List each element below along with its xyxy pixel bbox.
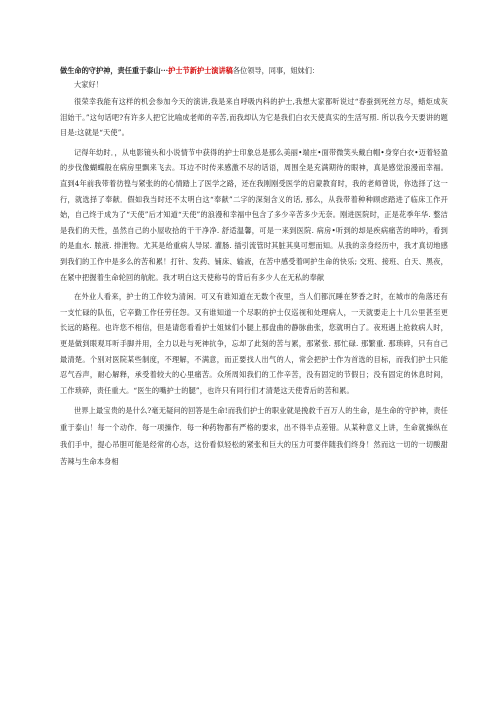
document-page bbox=[60, 66, 448, 474]
paragraph-3: 在外业人看来，护士的工作较为清闲．可又有谁知道在无数个夜里，当人们都沉睡在梦香之时，在城市的角落还有一支忙碌的队伍，它辛勤工作任劳任怨。又有谁知道一个尽职的护士仅巡视和处理病人，一天就要走上十几公里甚至更长远的路程。也许您不相信，但是请您看看护士姐妹们小腿上那盘曲的静脉曲张，您就明白了。夜班遇上抢救病人时，更是做到眼观耳听手脚并用，全力以赴与死神抗争，忘却了此刻的苦与累，那紧张. 那忙碌. 那繁重. 那琐碎，只有自己最清楚。个别对医院某些制度，不理解，不满意，而正要找人出气的人，常会把护士作为首选的目标，而我们护士只能忍气吞声，耐心解释，承受着较大的心里痛苦。众所周知我们的工作辛苦，没有固定的节假日；没有固定的休息时间，工作琐碎，责任重大。“医生的嘴护士的腿”，也许只有同行们才清楚这天使背后的苦和累。 bbox=[60, 292, 448, 395]
paragraph-4: 世界上最宝贵的是什么?毫无疑问的回答是生命!而我们护士的职业就是挽救千百万人的生命，是生命的守护神，责任重于泰山！每一个动作．每一项操作．每一种药物都有严格的要求，出不得半点差错。从某种意义上讲，生命就操纵在我们手中，提心吊胆可能是经常的心态，这份看似轻松的紧张和巨大的压力可要伴随我们终身！然而这一切的一切酸甜苦辣与生命本身相 bbox=[60, 406, 448, 467]
paragraph-2: 记得年幼时．，从电影镜头和小说情节中获得的护士印象总是那么美丽•端庄•面带微笑头戴白帽•身穿白衣•迈着轻盈的步伐像蝴蝶般在病房里飘来飞去。耳边不时传来感激不尽的话语，周围全是充满期待的眼神，真是感觉浪漫而幸福。直到4年前我带着彷徨与紧张的的心情踏上了医学之路，还在我刚刚受医学的启蒙教育时，我的老师曾说，你选择了这一行，就选择了奉献．假如我当时还不太明白这“奉献”二字的深刻含义的话, 那么，从我带着种种顾虑踏进了临床工作开始，自己终于成为了“天使”后才知道“天使”的浪漫和幸福中包含了多少辛苦多少无奈。刚进医院时，正是花季年华. 整洁是我们的天性，虽然自己的小屋收拾的干干净净. 舒适温馨，可是一来到医院. 病房•听到的却是疾病痛苦的呻吟，看到的是血水. 脓液. 排泄物。尤其是给重病人导尿. 灌肠. 插引流管时其脏其臭可想而知。从我的亲身经历中，我才真切地感到我们的工作中是多么的苦和累！打针、发药、铺床、输液，在苦中感受着呵护生命的快乐; 交班、接班、白天、黑夜，在紧中把握着生命轮回的航舵。我才明白这天使称号的背后有多少人在无私的奉献 bbox=[60, 147, 448, 282]
title-highlight-link[interactable]: 护士节新护士演讲稿 bbox=[168, 66, 233, 75]
title-salutation: 各位领导，同事，姐妹们： bbox=[232, 66, 320, 75]
greeting: 大家好！ bbox=[74, 80, 103, 89]
title-lead: 做生命的守护神，责任重于泰山··· bbox=[60, 66, 169, 75]
document-title bbox=[60, 66, 448, 76]
paragraph-1: 很荣幸我能有这样的机会参加今天的演讲,我是来自呼吸内科的护士,我想大家都听说过“春蚕到死丝方尽，蜡炬成灰泪始干。”这句话吧?有许多人把它比喻成老师的辛苦,而我却认为它是我们白衣天使真实的生活写照. 所以我今天要讲的题目是:这就是“天使”。 bbox=[60, 97, 448, 138]
